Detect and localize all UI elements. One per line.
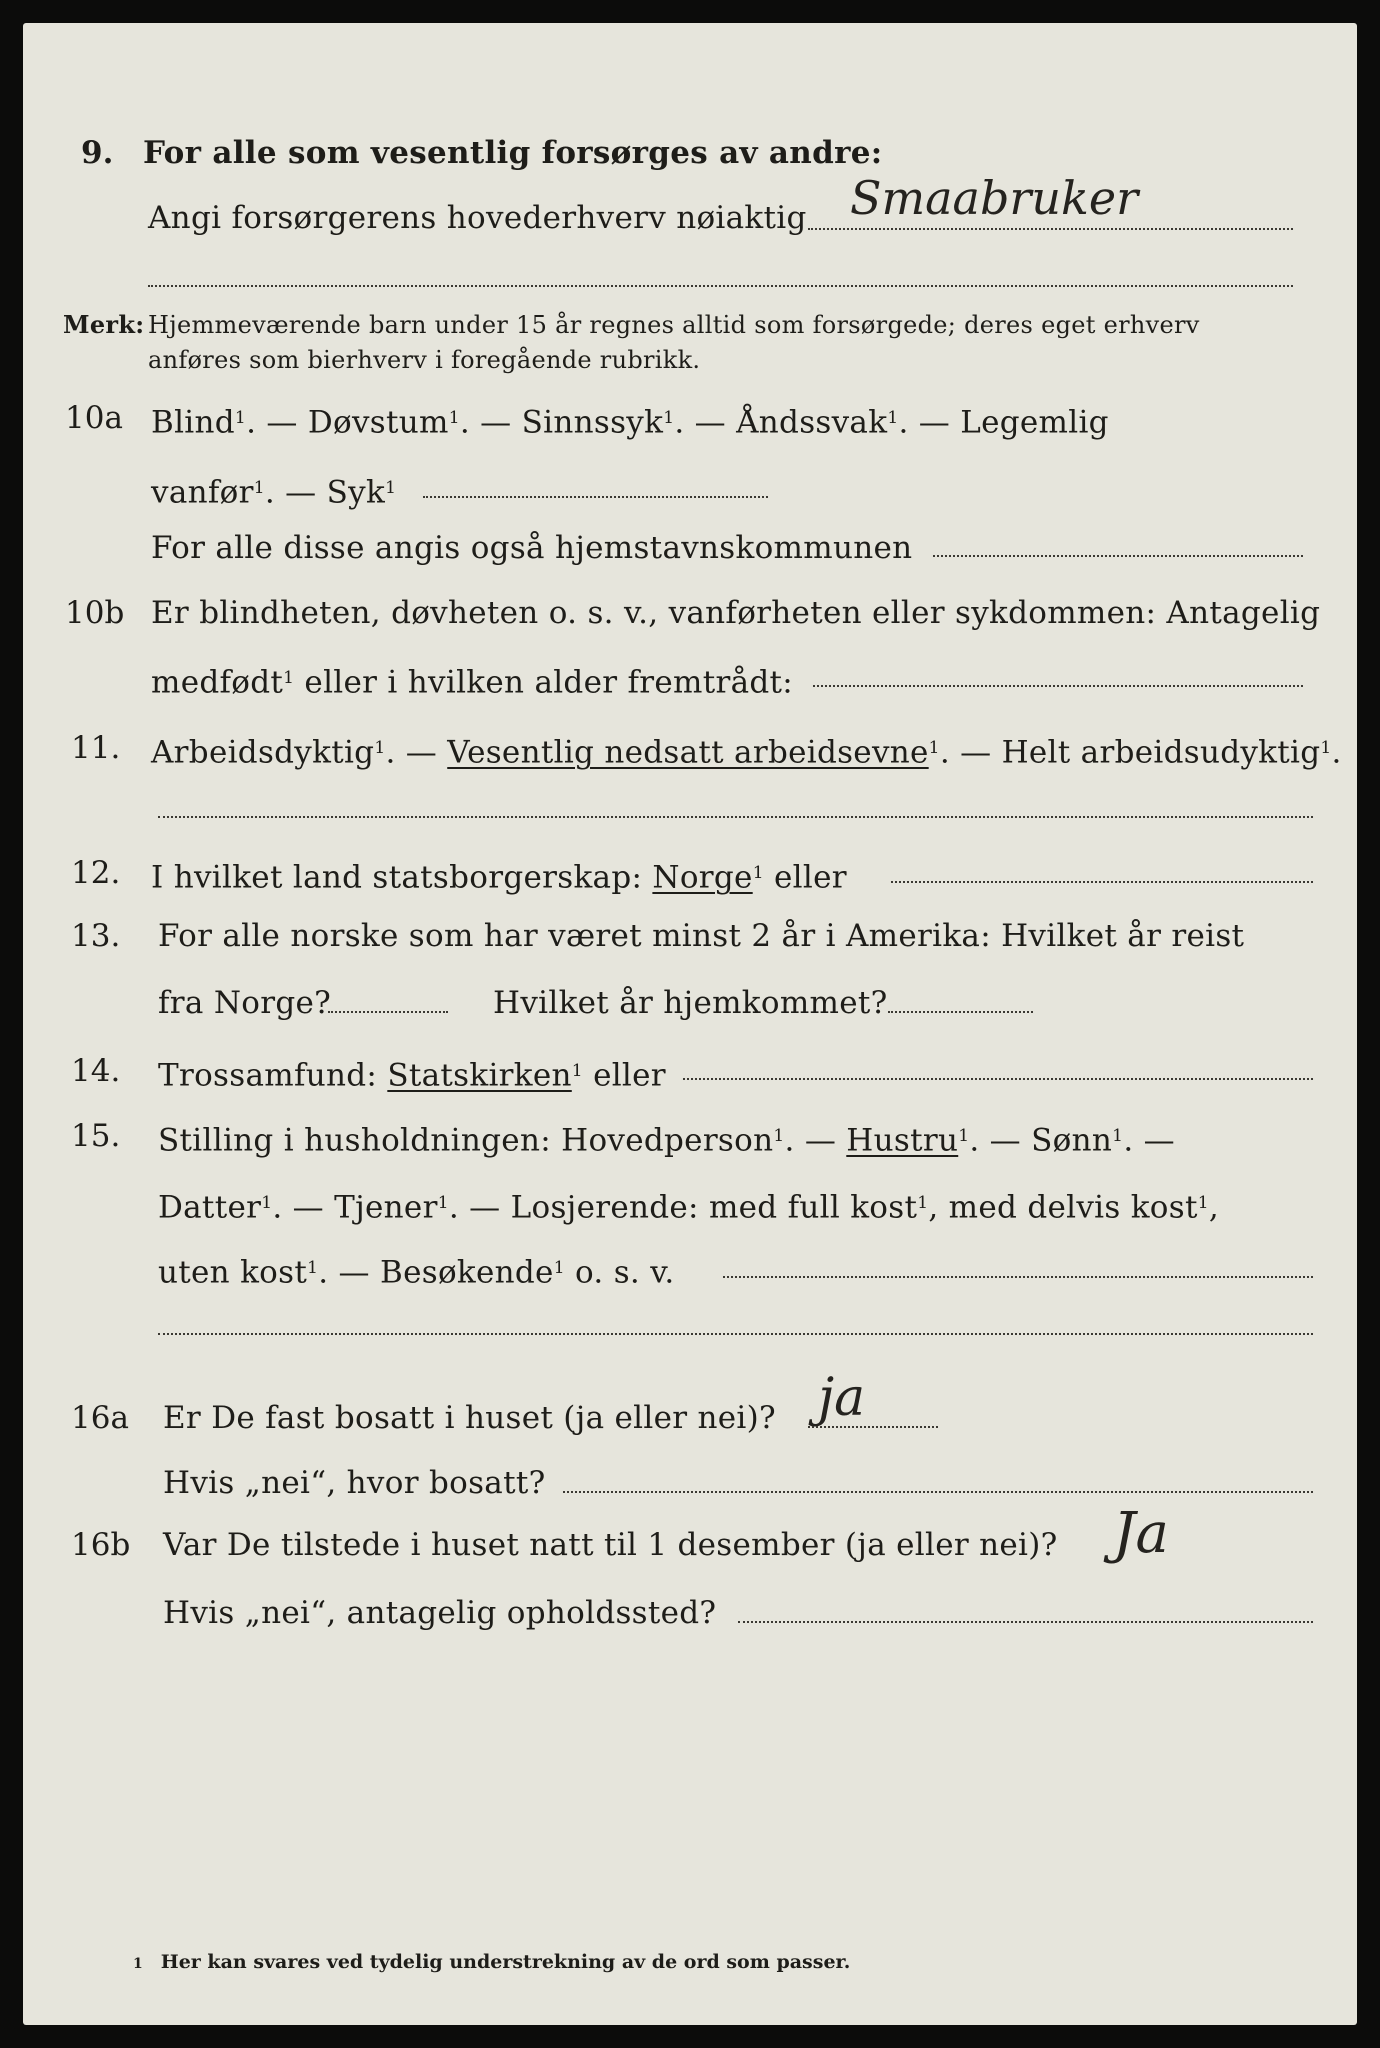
q16a-line-1: Er De fast bosatt i huset (ja eller nei)?	[163, 1400, 776, 1436]
q15-line-2: Datter$^1$. — Tjener$^1$. — Losjerende: med full kost$^1$, med delvis kost$^1$,	[158, 1189, 1220, 1226]
q13-line-1: For alle norske som har været minst 2 år i Amerika: Hvilket år reist	[158, 918, 1245, 954]
q16a-answer-line	[808, 1426, 938, 1428]
q10a-home-answer-line	[933, 555, 1303, 557]
q15-extra-line	[158, 1333, 1313, 1335]
note-label: Merk:	[63, 310, 145, 339]
q10b-line-1: Er blindheten, døvheten o. s. v., vanførheten eller sykdommen: Antagelig	[151, 595, 1321, 631]
item-number-11: 11.	[71, 730, 121, 766]
item-number-16a: 16a	[71, 1400, 129, 1436]
q16a-residence-answer-line	[563, 1491, 1313, 1493]
q13-line-2b: Hvilket år hjemkommet?	[493, 985, 888, 1021]
q15-underlined-answer: Hustru	[846, 1122, 959, 1159]
item-number-15: 15.	[71, 1118, 121, 1154]
q10a-line-1: Blind$^1$. — Døvstum$^1$. — Sinnssyk$^1$. — Åndssvak$^1$. — Legemlig	[151, 404, 1109, 441]
q16b-handwritten-answer: Ja	[1113, 1501, 1169, 1566]
q10a-line-2: vanfør$^1$. — Syk$^1$	[151, 474, 397, 511]
q16b-line-2: Hvis „nei“, antagelig opholdssted?	[163, 1595, 717, 1631]
item-number-12: 12.	[71, 855, 121, 891]
q15-answer-line	[723, 1276, 1313, 1278]
q12-answer-line	[891, 881, 1313, 883]
q13-departure-answer-line	[328, 1011, 448, 1013]
q14-answer-line	[683, 1078, 1313, 1080]
q14-underlined-answer: Statskirken	[387, 1057, 572, 1094]
item-number-10a: 10a	[65, 400, 123, 436]
q10a-answer-line	[423, 496, 768, 498]
q10b-answer-line	[813, 685, 1303, 687]
note-line-2: anføres som bierhverv i foregående rubrikk.	[148, 346, 701, 374]
item-number-16b: 16b	[71, 1527, 131, 1563]
q11-underlined-answer: Vesentlig nedsatt arbeidsevne	[447, 734, 929, 771]
item-number-9: 9.	[81, 135, 114, 171]
q13-return-answer-line	[888, 1011, 1033, 1013]
q14-line: Trossamfund: Statskirken$^1$ eller	[158, 1057, 666, 1094]
q11-line: Arbeidsdyktig$^1$. — Vesentlig nedsatt arbeidsevne$^1$. — Helt arbeidsudyktig$^1$.	[151, 734, 1342, 771]
q9-answer-line	[808, 228, 1293, 230]
q16a-handwritten-answer: ja	[818, 1368, 866, 1428]
q10a-line-3: For alle disse angis også hjemstavnskommunen	[151, 530, 913, 566]
census-form-page	[23, 23, 1357, 2025]
q15-line-3: uten kost$^1$. — Besøkende$^1$ o. s. v.	[158, 1254, 675, 1291]
q16b-line-1: Var De tilstede i huset natt til 1 desember (ja eller nei)?	[163, 1527, 1058, 1563]
q12-line: I hvilket land statsborgerskap: Norge$^1$ eller	[151, 859, 847, 896]
q9-heading: For alle som vesentlig forsørges av andre:	[143, 135, 883, 171]
q15-line-1: Stilling i husholdningen: Hovedperson$^1$. — Hustru$^1$. — Sønn$^1$. —	[158, 1122, 1175, 1159]
note-line-1: Hjemmeværende barn under 15 år regnes alltid som forsørgede; deres eget erhverv	[148, 311, 1200, 339]
q9-prompt: Angi forsørgerens hovederhverv nøiaktig	[148, 200, 807, 236]
item-number-14: 14.	[71, 1053, 121, 1089]
q10b-line-2: medfødt$^1$ eller i hvilken alder fremtrådt:	[151, 664, 794, 701]
q9-extra-line	[148, 285, 1293, 287]
q16a-line-2: Hvis „nei“, hvor bosatt?	[163, 1465, 546, 1501]
q9-handwritten-answer: Smaabruker	[850, 171, 1139, 225]
q11-extra-line	[158, 816, 1313, 818]
q12-underlined-answer: Norge	[652, 859, 753, 896]
q16b-answer-line	[738, 1621, 1313, 1623]
footnote: 1 Her kan svares ved tydelig understrekning av de ord som passer.	[133, 1951, 851, 1973]
item-number-10b: 10b	[65, 595, 125, 631]
q13-line-2a: fra Norge?	[158, 985, 332, 1021]
item-number-13: 13.	[71, 918, 121, 954]
